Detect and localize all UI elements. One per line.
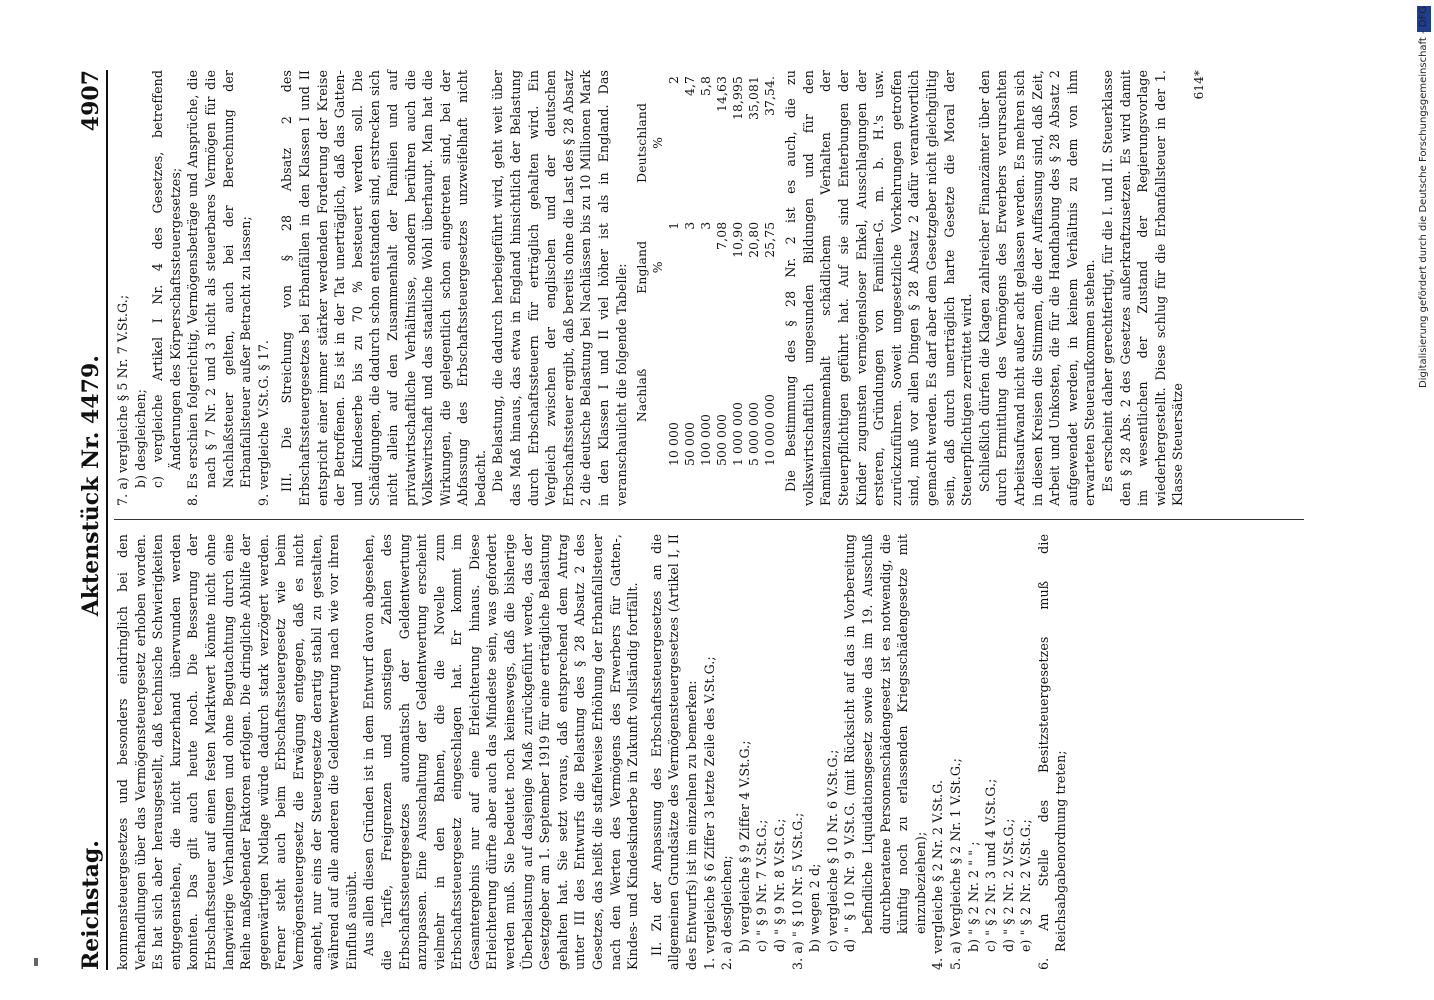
rotated-page-content xyxy=(70,70,1310,970)
list-item: 8. Es erschien folgerichtig, Vermögensbeträge und Ansprüche, die nach § 7 Nr. 2 und 3 nicht als steuerbares Vermögen für die Nachlaßsteuer gelten, auch bei der Berechnung der Erbanfallsteuer außer Betracht zu lassen; xyxy=(185,70,254,506)
table-cell: 50 000 xyxy=(682,422,698,466)
tax-comparison-table xyxy=(634,70,778,506)
left-paragraph-2: Aus allen diesen Gründen ist in dem Entwurf davon abgesehen, die Tarife, Freigrenzen und sonstigen Zahlen des Erbschaftssteuergesetzes automatisch der Geldentwertung anzupassen. Eine Ausschaltung der Geldentwertung erscheint vielmehr in den Bahnen, die die Novelle zum Erbschaftssteuergesetz eingeschlagen hat. Er kommt im Gesamtergebnis nur auf eine Erleichterung hinaus. Diese Erleichterung dürfte aber auch das Mindeste sein, was gefordert werden muß. Sie bedeutet noch keineswegs, daß die bisherige Überbelastung auf dasjenige Maß zurückgeführt werde, das der Gesetzgeber am 1. September 1919 für eine erträgliche Belastung gehalten hat. Sie setzt voraus, daß entsprechend dem Antrag unter III des Entwurfs die Belastung des § 28 Absatz 2 des Gesetzes, das heißt die staffelweise Erhöhung der Erbanfallsteuer nach den Werten des Vermögens des Erwerbers für Gatten-, Kindes- und Kindeskinderbe in Zukunft vollständig fortfällt. xyxy=(361,534,641,970)
table-cell: 2 xyxy=(666,76,682,84)
right-column xyxy=(114,70,1304,506)
sheet-signature: 614* xyxy=(1191,70,1206,100)
list-item: 4. vergleiche § 2 Nr. 2 V.St.G. xyxy=(930,779,946,970)
table-row xyxy=(746,70,762,506)
table-cell: 5 000 000 xyxy=(746,402,762,466)
right-paragraph-5: Es erscheint daher gerechtfertigt, für die I. und II. Steuerklasse den § 28 Abs. 2 des Gesetzes außerkraftzusetzen. Es wird damit im wesentlichen der Zustand der Regierungsvorlage wiederhergestellt. Diese schlug für die Erbanfallsteuer in der 1. Klasse Steuersätze xyxy=(1099,70,1186,506)
table-cell: 37,54. xyxy=(762,76,778,117)
table-row xyxy=(698,70,714,506)
table-header-row xyxy=(634,70,650,506)
table-unit: % xyxy=(650,261,666,274)
table-row xyxy=(714,70,730,506)
page-number: 4907 xyxy=(78,70,104,132)
table-cell: 3 xyxy=(698,221,714,230)
table-cell: 20,80 xyxy=(746,221,762,258)
list-item: b) " § 2 Nr. 2 " " ; xyxy=(965,841,981,952)
list-item: 1. vergleiche § 6 Ziffer 3 letzte Zeile des V.St.G.; xyxy=(701,656,717,970)
table-cell: 3 xyxy=(682,221,698,230)
table-header: Deutschland xyxy=(634,102,650,183)
table-cell: 100 000 xyxy=(698,414,714,466)
list-item: 9. vergleiche V.St.G. § 17. xyxy=(255,339,271,506)
right-paragraph-4: Schließlich dürfen die Klagen zahlreicher Finanzämter über den durch Ermittlung des Vermögens des Erwerbers verursachten Arbeitsaufwand nicht außer acht gelassen werden. Es mehren sich in diesen Kreisen die Stimmen, die der Auffassung sind, daß Zeit, Arbeit und Unkosten, die für die Handhabung des § 28 Absatz 2 aufgewendet werden, in keinem Verhältnis zu dem von ihm erwarteten Steueraufkommen stehen. xyxy=(976,70,1098,506)
list-item: c) vergleiche Artikel I Nr. 4 des Gesetzes, betreffend Änderungen des Körperschaftssteuergesetzes; xyxy=(150,70,183,488)
list-item: d) " § 10 Nr. 9 V.St.G. (mit Rücksicht auf das in Vorbereitung befindliche Liquidationsgesetz sowie das im 19. Ausschuß durchberatene Personenschädengesetz ist es notwendig, die künftig noch zu erlassenden Kriegsschädengesetze mit einzubeziehen); xyxy=(842,534,928,952)
list-item: c) " § 2 Nr. 3 und 4 V.St.G.; xyxy=(983,778,999,952)
table-cell: 10,90 xyxy=(730,221,746,258)
table-cell: 35,081 xyxy=(746,76,762,120)
list-item: 2. a) desgleichen; xyxy=(719,855,735,970)
scan-mark xyxy=(34,958,38,966)
table-cell: 14,63 xyxy=(714,76,730,112)
table-cell: 18,995 xyxy=(730,76,746,120)
table-cell: 7,08 xyxy=(714,221,730,250)
right-paragraph-2: Die Belastung, die dadurch herbeigeführt wird, geht weit über das Maß hinaus, das etwa in England hinsichtlich der Belastung durch Erbschaftssteuern für erträglich gehalten wird. Ein Vergleich zwischen der englischen und der deutschen Erbschaftssteuer ergibt, daß bereits ohne die Last des § 28 Absatz 2 die deutsche Belastung bei Nachlässen bis zu 10 Millionen Mark in den Klassen I und II viel höher ist als in England. Das veranschaulicht die folgende Tabelle: xyxy=(490,70,629,506)
right-paragraph-1: III. Die Streichung von § 28 Absatz 2 des Erbschaftssteuergesetzes bei Erbanfällen in den Klassen I und II entspricht einer immer stärker werdenden Forderung der Kreise der Betroffenen. Es ist in der Tat unerträglich, daß das Gatten- und Kindeserbe bis zu 70 % besteuert werden soll. Die Schädigungen, die dadurch schon entstanden sind, erstrecken sich nicht allein auf den Zusammenhalt der Familien und auf privatwirtschaftliche Verhältnisse, sondern berühren auch die Volkswirtschaft und das staatliche Wohl überhaupt. Man hat die Wirkungen, die gelegentlich schon eingetreten sind, bei der Abfassung des Erbschaftssteuergesetzes unzweifelhaft nicht bedacht. xyxy=(279,70,488,506)
list-item: 3. a) " § 10 Nr. 5 V.St.G.; xyxy=(789,812,805,970)
table-cell: 10 000 000 xyxy=(762,394,778,466)
table-row xyxy=(762,70,778,506)
right-paragraph-3: Die Bestimmung des § 28 Nr. 2 ist es auch, die zu volkswirtschaftlich ungesunden Bildungen und für den Familienzusammenhalt schädlichem Verhalten der Steuerpflichtigen geführt hat. Auf sie sind Enterbungen der Kinder zugunsten vermögensloser Enkel, Ausschlagungen der ersteren, Gründungen von Familien-G. m. b. H.'s usw. zurückzuführen. Soweit ungesetzliche Vorkehrungen getroffen sind, muß vor allen Dingen § 28 Absatz 2 dafür verantwortlich gemacht werden. Es darf aber dem Gesetzgeber nicht gleichgültig sein, daß durch unerträglich harte Gesetze die Moral der Steuerpflichtigen zerrüttet wird. xyxy=(783,70,975,506)
table-cell: 1 000 000 xyxy=(730,402,746,466)
table-row xyxy=(666,70,682,506)
list-item: d) " § 9 Nr. 8 V.St.G.; xyxy=(771,818,787,952)
table-unit xyxy=(650,319,666,506)
list-item: c) " § 9 Nr. 7 V.St.G.; xyxy=(754,819,770,952)
digitization-credit xyxy=(1417,6,1431,996)
list-item: 5. a) Vergleiche § 2 Nr. 1 V.St.G.; xyxy=(947,758,963,970)
list-item: 7. a) vergleiche § 5 Nr. 7 V.St.G.; xyxy=(115,294,130,506)
header-document-number: Aktenstück Nr. 4479. xyxy=(78,355,104,617)
table-row xyxy=(730,70,746,506)
table-cell: 4,7 xyxy=(682,76,698,97)
list-item: b) vergleiche § 9 Ziffer 4 V.St.G.; xyxy=(736,740,752,952)
list-item: c) vergleiche § 10 Nr. 6 V.St.G.; xyxy=(824,749,840,952)
left-column xyxy=(114,534,1304,970)
table-unit: % xyxy=(650,136,666,149)
list-item: b) desgleichen; xyxy=(132,389,148,488)
table-cell: 500 000 xyxy=(714,414,730,466)
table-header: Nachlaß xyxy=(634,368,650,423)
list-item: d) " § 2 Nr. 2 V.St.G.; xyxy=(1000,818,1016,952)
text-columns xyxy=(114,70,1304,970)
list-item: b) wegen 2 d; xyxy=(807,863,823,952)
table-cell: 10 000 xyxy=(666,422,682,466)
table-cell: 25,75 xyxy=(762,221,778,258)
table-header: England xyxy=(634,240,650,294)
table-cell: 1 xyxy=(666,221,682,230)
page-header xyxy=(70,70,108,970)
table-unit-row xyxy=(650,70,666,506)
header-left: Reichstag. xyxy=(78,840,104,970)
left-paragraph-3: II. Zu der Anpassung des Erbschaftssteuergesetzes an die allgemeinen Grundsätze des Vermögensteuergesetzes (Artikel I, II des Entwurfs) ist im einzelnen zu bemerken: xyxy=(648,534,699,970)
left-paragraph-1: kommensteuergesetzes und besonders eindringlich bei den Verhandlungen über das Vermögensteuergesetz erhoben worden. Es hat sich aber herausgestellt, daß technische Schwierigkeiten entgegenstehen, die nicht kurzerhand überwunden werden konnten. Das gilt auch heute noch. Die Besserung der Erbschaftssteuer auf einen festen Marktwert könnte nicht ohne langwierige Verhandlungen und ohne Begutachtung durch eine Reihe maßgebender Faktoren erfolgen. Die dringliche Abhilfe der gegenwärtigen Notlage würde dadurch stark verzögert werden. Ferner steht auch beim Erbschaftssteuergesetz wie beim Vermögensteuergesetz die Erwägung entgegen, daß es nicht angeht, nur eins der Steuergesetze derartig stabil zu gestalten, während auf alle anderen die Geldentwertung nach wie vor ihren Einfluß ausübt. xyxy=(115,534,359,970)
list-item: e) " § 2 Nr. 2 V.St.G.; xyxy=(1018,819,1034,952)
table-row xyxy=(682,70,698,506)
list-item: 6. An Stelle des Besitzsteuergesetzes muß die Reichsabgabenordnung treten; xyxy=(1035,534,1069,970)
table-cell: 5,8 xyxy=(698,76,714,97)
column-divider xyxy=(114,519,1304,520)
digitization-credit-text: Digitalisierung gefördert durch die Deutsche Forschungsgemeinschaft - DFG xyxy=(1418,6,1429,389)
